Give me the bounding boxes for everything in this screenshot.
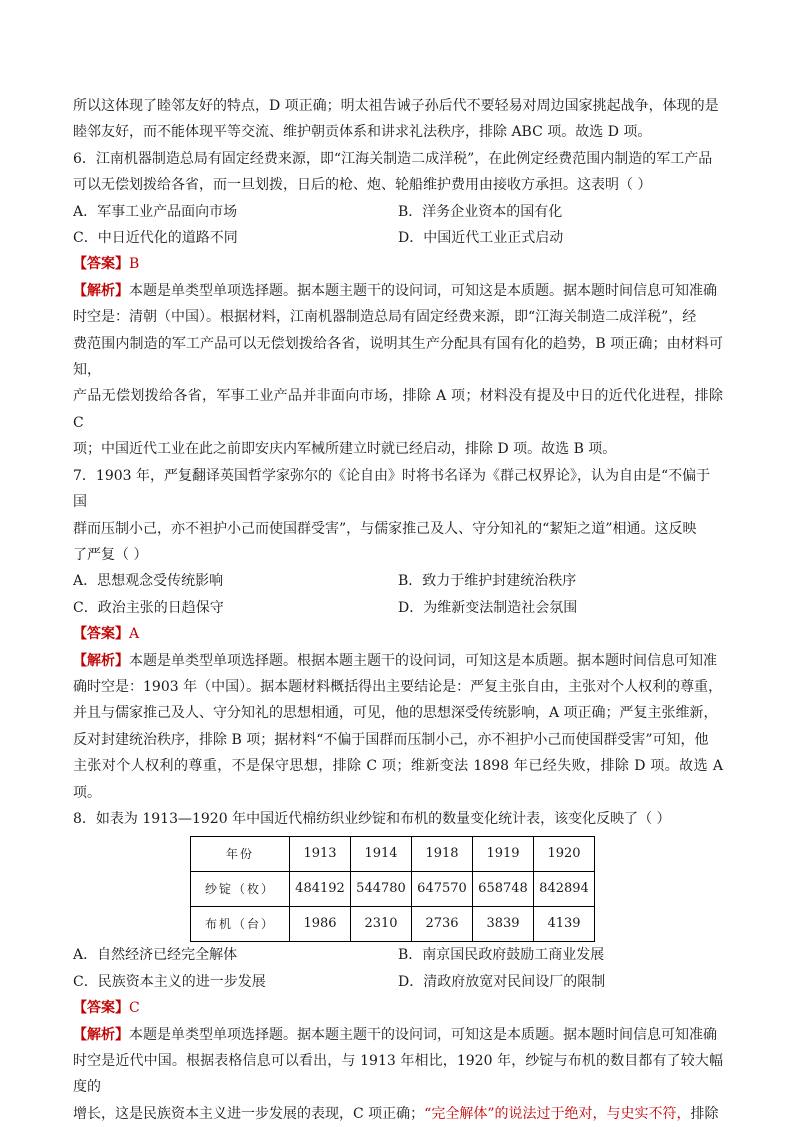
table-cell: 647570: [412, 872, 473, 907]
q7-option-b[interactable]: B．致力于维护封建统治秩序: [398, 573, 577, 590]
table-cell: 3839: [473, 907, 534, 942]
intro-line: 所以这体现了睦邻友好的特点，D 项正确；明太祖告诫子孙后代不要轻易对周边国家挑起战争，体现的是: [73, 98, 719, 114]
q7-analysis-line: 确时空是：1903 年（中国）。据本题材料概括得出主要结论是：严复主张自由，主张对个人权利的尊重，: [73, 678, 723, 695]
table-header-cell: 1920: [534, 837, 595, 872]
table-header-row: [191, 837, 595, 872]
q8-option-a[interactable]: A．自然经济已经完全解体: [73, 947, 238, 964]
table-cell: 484192: [290, 872, 351, 907]
table-cell: 2736: [412, 907, 473, 942]
q6-answer-value: B: [129, 256, 140, 273]
q8-analysis-tail: 排除: [690, 1105, 719, 1122]
table-header-cell: 1914: [351, 837, 412, 872]
q8-data-table: [190, 836, 595, 942]
q6-analysis-line: 时空是：清朝（中国）。根据材料，江南机器制造总局有固定经费来源，即“江海关制造二成洋税”，经: [73, 309, 697, 326]
q6-stem-line: 可以无偿划拨给各省，而一旦划拨，日后的枪、炮、轮船维护费用由接收方承担。这表明（ ）: [73, 177, 652, 194]
q6-options: [73, 199, 723, 252]
q6-analysis-line: 项；中国近代工业在此之前即安庆内军械所建立时就已经启动，排除 D 项。故选 B 项。: [73, 441, 617, 458]
document-content: [73, 93, 723, 1127]
q6-option-b[interactable]: B．洋务企业资本的国有化: [398, 203, 563, 220]
q7-analysis-line: 主张对个人权利的尊重，不是保守思想，排除 C 项；维新变法 1898 年已经失败，排除 D 项。故选 A 项。: [73, 758, 723, 801]
table-cell: 1986: [290, 907, 351, 942]
q7-stem-line: 群而压制小己，亦不袒护小己而使国群受害”，与儒家推己及人、守分知礼的“絜矩之道”相通。这反映: [73, 520, 697, 537]
q7-option-c[interactable]: C．政治主张的日趋保守: [73, 599, 224, 616]
q7-option-a[interactable]: A．思想观念受传统影响: [73, 573, 224, 590]
q6-answer-tag: 【答案】: [73, 256, 129, 273]
q7-answer-tag: 【答案】: [73, 626, 129, 643]
q8-analysis-black: 增长，这是民族资本主义进一步发展的表现，C 项正确；: [73, 1105, 425, 1122]
q7-option-d[interactable]: D．为维新变法制造社会氛围: [398, 599, 578, 616]
table-row-label: 布机（台）: [191, 907, 290, 942]
q7-answer: [73, 621, 723, 647]
table-cell: 842894: [534, 872, 595, 907]
q7-options: [73, 568, 723, 621]
q6-analysis-line: 产品无偿划拨给各省，军事工业产品并非面向市场，排除 A 项；材料没有提及中日的近代化进程，排除 C: [73, 388, 723, 431]
q7-analysis-text: 本题是单类型单项选择题。根据本题主题干的设问词，可知这是本质题。据本题时间信息可知准: [129, 652, 717, 669]
q6-stem-line: 6．江南机器制造总局有固定经费来源，即“江海关制造二成洋税”，在此例定经费范围内制造的军工产品: [73, 150, 713, 167]
q8-analysis-red: “完全解体”的说法过于绝对，与史实不符，: [424, 1105, 691, 1122]
table-header-cell: 1913: [290, 837, 351, 872]
intro-line: 睦邻友好，而不能体现平等交流、维护朝贡体系和讲求礼法秩序，排除 ABC 项。故选 D 项。: [73, 124, 652, 141]
q8-answer: [73, 995, 723, 1021]
q8-answer-tag: 【答案】: [73, 1000, 129, 1017]
q6-answer: [73, 251, 723, 277]
table-row: [191, 872, 595, 907]
table-cell: 544780: [351, 872, 412, 907]
q8-option-b[interactable]: B．南京国民政府鼓励工商业发展: [398, 947, 605, 964]
q8-analysis-line: 时空是近代中国。根据表格信息可以看出，与 1913 年相比，1920 年，纱锭与布机的数目都有了较大幅度的: [73, 1053, 723, 1096]
q8-option-d[interactable]: D．清政府放宽对民间设厂的限制: [398, 973, 606, 990]
q8-option-c[interactable]: C．民族资本主义的进一步发展: [73, 973, 266, 990]
table-cell: 2310: [351, 907, 412, 942]
q6-option-a[interactable]: A．军事工业产品面向市场: [73, 203, 238, 220]
table-header-cell: 1918: [412, 837, 473, 872]
q8-analysis-line: [73, 1101, 723, 1127]
q8-answer-value: C: [129, 1000, 140, 1017]
table-header-cell: 年份: [191, 837, 290, 872]
q7-answer-value: A: [129, 626, 140, 643]
table-row-label: 纱锭（枚）: [191, 872, 290, 907]
q7-analysis-line: [73, 648, 723, 674]
q6-analysis-tag: 【解析】: [73, 282, 129, 299]
table-row: [191, 907, 595, 942]
q7-stem-line: 了严复（ ）: [73, 546, 148, 563]
q8-stem-line: 8．如表为 1913—1920 年中国近代棉纺织业纱锭和布机的数量变化统计表，该变化反映了（ ）: [73, 810, 671, 827]
q6-option-d[interactable]: D．中国近代工业正式启动: [398, 230, 564, 247]
q7-analysis-line: 并且与儒家推己及人、守分知礼的思想相通，可见，他的思想深受传统影响，A 项正确；严复主张维新，: [73, 705, 718, 722]
q8-analysis-line: [73, 1022, 723, 1048]
q7-stem-line: 7．1903 年，严复翻译英国哲学家弥尔的《论自由》时将书名译为《群己权界论》，认为自由是“不偏于国: [73, 467, 711, 511]
table-cell: 658748: [473, 872, 534, 907]
q7-analysis-tag: 【解析】: [73, 652, 129, 669]
q7-analysis-line: 反对封建统治秩序，排除 B 项；据材料“不偏于国群而压制小己，亦不袒护小己而使国群受害”可知，他: [73, 731, 709, 748]
q6-analysis-line: [73, 278, 723, 304]
q8-options: [73, 942, 723, 995]
q6-analysis-text: 本题是单类型单项选择题。据本题主题干的设问词，可知这是本质题。据本题时间信息可知准确: [129, 282, 717, 299]
table-header-cell: 1919: [473, 837, 534, 872]
q8-analysis-text: 本题是单类型单项选择题。据本题主题干的设问词，可知这是本质题。据本题时间信息可知准确: [129, 1026, 717, 1043]
q8-analysis-tag: 【解析】: [73, 1026, 129, 1043]
table-cell: 4139: [534, 907, 595, 942]
q6-option-c[interactable]: C．中日近代化的道路不同: [73, 230, 238, 247]
q6-analysis-line: 费范围内制造的军工产品可以无偿划拨给各省，说明其生产分配具有国有化的趋势，B 项正确；由材料可知，: [73, 335, 723, 379]
